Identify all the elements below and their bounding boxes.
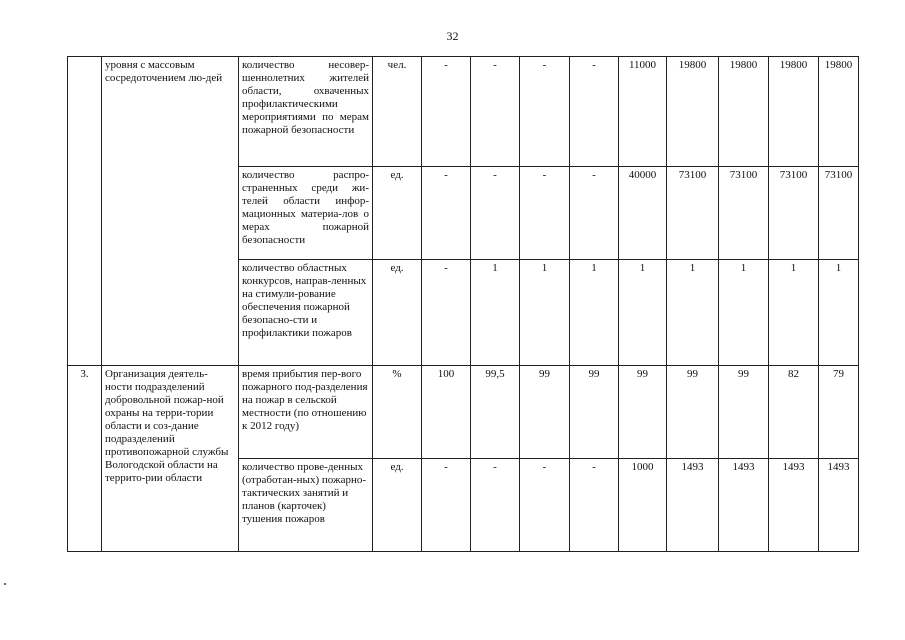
value-cell: 99,5 [471, 366, 520, 459]
value-cell: 19800 [719, 57, 769, 167]
unit-cell: ед. [373, 260, 422, 366]
value-cell: 99 [667, 366, 719, 459]
value-cell: 1493 [667, 459, 719, 552]
unit-cell: ед. [373, 459, 422, 552]
value-cell: - [471, 167, 520, 260]
unit-cell: % [373, 366, 422, 459]
value-cell: 1 [471, 260, 520, 366]
value-cell: 73100 [819, 167, 859, 260]
value-cell: - [471, 459, 520, 552]
value-cell: 82 [769, 366, 819, 459]
indicator-cell: количество распро-страненных среди жи-телей области инфор-мационных материа-лов о мерах пожарной безопасности [239, 167, 373, 260]
value-cell: 1493 [769, 459, 819, 552]
value-cell: - [471, 57, 520, 167]
value-cell: 40000 [619, 167, 667, 260]
value-cell: 1 [719, 260, 769, 366]
table-row [68, 366, 859, 459]
value-cell: 100 [422, 366, 471, 459]
value-cell: 73100 [667, 167, 719, 260]
value-cell: 1493 [819, 459, 859, 552]
value-cell: - [570, 459, 619, 552]
row-number-cell [68, 57, 102, 366]
value-cell: - [520, 57, 570, 167]
value-cell: 99 [570, 366, 619, 459]
value-cell: 19800 [769, 57, 819, 167]
value-cell: - [422, 459, 471, 552]
value-cell: - [520, 167, 570, 260]
indicators-table [67, 56, 859, 552]
value-cell: 1 [570, 260, 619, 366]
value-cell: - [570, 57, 619, 167]
value-cell: 1 [769, 260, 819, 366]
value-cell: - [520, 459, 570, 552]
value-cell: 79 [819, 366, 859, 459]
value-cell: 99 [520, 366, 570, 459]
row-number-cell: 3. [68, 366, 102, 552]
value-cell: 19800 [819, 57, 859, 167]
table-row [68, 57, 859, 167]
value-cell: 19800 [667, 57, 719, 167]
value-cell: 11000 [619, 57, 667, 167]
task-cell: уровня с массовым сосредоточением лю-дей [102, 57, 239, 366]
indicator-cell: количество областных конкурсов, направ-ленных на стимули-рование обеспечения пожарной безопасно-сти и профилактики пожаров [239, 260, 373, 366]
value-cell: - [570, 167, 619, 260]
value-cell: - [422, 260, 471, 366]
value-cell: - [422, 57, 471, 167]
value-cell: 1 [520, 260, 570, 366]
page-number: 32 [446, 29, 459, 43]
task-cell: Организация деятель-ности подразделений добровольной пожар-ной охраны на терри-тории области и соз-дание подразделений противопожарной службы Вологодской области на террито-рии области [102, 366, 239, 552]
value-cell: 99 [619, 366, 667, 459]
indicator-cell: количество прове-денных (отработан-ных) пожарно-тактических занятий и планов (карточек) тушения пожаров [239, 459, 373, 552]
unit-cell: чел. [373, 57, 422, 167]
indicator-cell: количество несовер-шеннолетних жителей области, охваченных профилактическими мероприятиями по мерам пожарной безопасности [239, 57, 373, 167]
value-cell: 1 [619, 260, 667, 366]
value-cell: 1 [819, 260, 859, 366]
indicator-cell: время прибытия пер-вого пожарного под-разделения на пожар в сельской местности (по отношению к 2012 году) [239, 366, 373, 459]
value-cell: 73100 [719, 167, 769, 260]
scan-artifact [4, 583, 6, 585]
value-cell: 1 [667, 260, 719, 366]
value-cell: 1493 [719, 459, 769, 552]
value-cell: 99 [719, 366, 769, 459]
value-cell: 73100 [769, 167, 819, 260]
unit-cell: ед. [373, 167, 422, 260]
value-cell: - [422, 167, 471, 260]
value-cell: 1000 [619, 459, 667, 552]
